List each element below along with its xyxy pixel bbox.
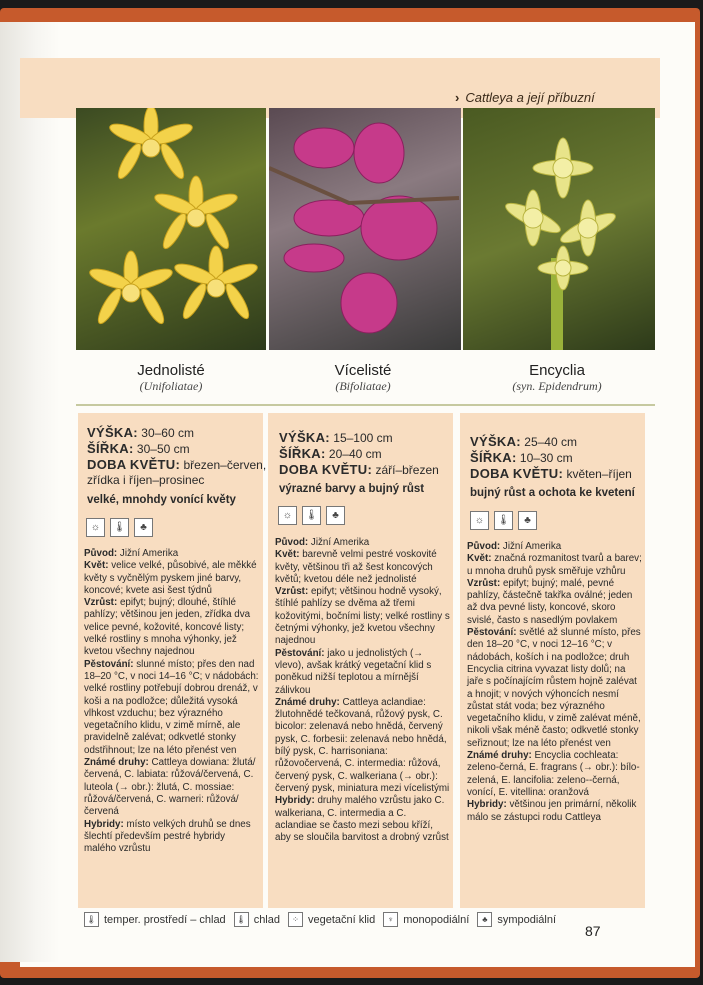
height-value: 15–100 cm [333,431,393,445]
sun-icon: ☼ [278,506,297,525]
sympodial-icon: ♣ [326,506,345,525]
legend-label: vegetační klid [307,913,376,926]
group-title: Encyclia [529,362,585,379]
group-latin: (Unifoliatae) [139,379,203,393]
legend-label: chlad [253,913,280,926]
width-value: 30–50 cm [136,442,190,456]
group-latin: (syn. Epidendrum) [512,379,602,393]
temperate-icon: 🌡 [84,912,99,927]
monopodial-icon: ♆ [383,912,398,927]
sympodial-icon: ♣ [134,518,153,537]
running-header [455,90,595,105]
stat-label: VÝŠKA: [279,430,330,445]
stats-1 [87,425,266,488]
chevron-right-icon: › [455,90,460,105]
height-value: 30–60 cm [141,426,194,440]
height-value: 25–40 cm [524,435,577,449]
photo-encyclia [463,108,655,350]
legend-label: temper. prostředí – chlad [104,913,226,926]
description-text: Původ: Jižní Amerika Květ: barevně velmi pestré voskovité květy, většinou tři až šest koncových květů; kvetou déle než jednolisté Vzrůst: epifyt; většinou hodně vysoký, štíhlé pahlízy se dvěma až třemi kožovitými, bočními listy; velké rostliny s četnými výhonky, jež kvetou všechny najednou Pěstování: jako u jednolistých (→ vlevo), avšak krátký vegetační klid s poněkud nižší teplotou a mírnější zálivkou Známé druhy: Cattleya aclandiae: žlutohnědé tečkovaná, růžový pysk, C. bicolor: zelenavá nebo hnědá, červený pysk, C. forbesii: zelenavá nebo hnědá, bílý pysk, C. harrisoniana: růžovočervená, C. intermedia: růžová, červený pysk, C. walkeriana (→ obr.): červený pysk, miniatura mezi vícelistými Hybridy: druhy malého vzrůstu jako C. walkeriana, C. intermedia a C. aclandiae se často mezi sebou kříží, aby se sloučila barvitost a drobný vzrůst [275,537,450,844]
group-name-2 [268,362,458,394]
thermometer-icon: 🌡 [110,518,129,537]
care-icons-1 [86,518,153,537]
description-3 [467,541,642,824]
bloom-value: září–březen [375,463,439,477]
bloom-value: březen–červen, [183,458,267,472]
stat-label: VÝŠKA: [87,425,138,440]
sun-icon: ☼ [470,511,489,530]
tagline-3: bujný růst a ochota ke kvetení [470,487,635,499]
legend-label: sympodiální [497,913,557,926]
page-spine [0,22,60,962]
stats-2 [279,430,439,478]
divider [76,404,655,406]
group-title: Jednolisté [137,362,205,379]
cool-icon: 🌡 [234,912,249,927]
stat-label: ŠÍŘKA: [87,441,134,456]
description-2 [275,537,450,844]
thermometer-icon: 🌡 [302,506,321,525]
tagline-1: velké, mnohdy vonící květy [87,494,236,506]
page-number: 87 [585,923,601,939]
stat-label: VÝŠKA: [470,434,521,449]
care-icons-3 [470,511,537,530]
photo-bifoliatae [269,108,461,350]
photo-unifoliatae [76,108,266,350]
sympodial-icon: ♣ [518,511,537,530]
stat-label: ŠÍŘKA: [279,446,326,461]
description-text: Původ: Jižní Amerika Květ: velice velké, působivé, ale měkké květy s vyčnělým pyskem jiné barvy, koncové; kvete asi šest týdnů Vzrůst: epifyt; bujný; dlouhé, štíhlé pahlízy; většinou jen jeden, zřídka dva velice pevné, kožovité, koncové listy; velké rostliny s mnoha výhonky, jež kvetou všechny najednou Pěstování: slunné místo; přes den nad 18–20 °C, v noci 14–16 °C; v nádobách: velké rostliny potřebují dobrou drenáž, v koši a na podložce; důležitá vysoká vlhkost vzduchu; bez výrazného vegetačního klidu, v zimě mírně, ale pravidelně zalévat; odkvetlé stonky odstřihnout; lze na léto přenést ven Známé druhy: Cattleya dowiana: žlutá/červená, C. labiata: růžová/červená, C. luteola (→ obr.): žlutá, C. mossiae: růžová/červená, C. warneri: růžová/červená Hybridy: místo velkých druhů se dnes šlechtí především pestré hybridy malého vzrůstu [84,548,259,855]
description-text: Původ: Jižní Amerika Květ: značná rozmanitost tvarů a barev; u mnoha druhů pysk směřuje vzhůru Vzrůst: epifyt; bujný; malé, pevné pahlízy, částečně takřka oválné; jeden až dva pevné listy, koncové, skoro svislé, často s nasedlým povlakem Pěstování: světlé až slunné místo, přes den 18–20 °C, v noci 12–16 °C; v nádobách, koších i na podložce; druh Encyclia citrina vyvazat listy dolů; na jaře s počínajícím růstem hojně zalévat a hnojit; v nových výhoncích nesmí zůstat stát voda; bez výrazného vegetačního klidu, v zimě zalévat méně, nikoli však méně často; odkvetlé stonky seřiznout; lze na léto přenést ven Známé druhy: Encyclia cochleata: zeleno-černá, E. fragrans (→ obr.): bílo-zelená, E. lancifolia: zeleno--černá, vonící, E. vitellina: oranžová Hybridy: většinou jen primární, několik málo se zástupci rodu Cattleya [467,541,642,823]
bloom-value-2: zřídka i říjen–prosinec [87,473,205,487]
group-latin: (Bifoliatae) [335,379,391,393]
group-title: Vícelisté [334,362,392,379]
group-name-1 [76,362,266,394]
stat-label: ŠÍŘKA: [470,450,517,465]
legend-label: monopodiální [403,913,470,926]
thermometer-icon: 🌡 [494,511,513,530]
header-title: Cattleya a její příbuzní [465,90,595,105]
width-value: 20–40 cm [328,447,382,461]
description-1 [84,548,259,855]
care-icons-2 [278,506,345,525]
group-name-3 [462,362,652,394]
tagline-2: výrazné barvy a bujný růst [279,483,425,495]
width-value: 10–30 cm [519,451,573,465]
stats-3 [470,434,632,482]
bloom-value: květen–říjen [566,467,632,481]
sun-icon: ☼ [86,518,105,537]
stat-label: DOBA KVĚTU: [87,457,181,472]
dormancy-icon: ⁘ [288,912,303,927]
sympodial-icon: ♣ [477,912,492,927]
stat-label: DOBA KVĚTU: [279,462,373,477]
stat-label: DOBA KVĚTU: [470,466,564,481]
legend [84,912,564,927]
